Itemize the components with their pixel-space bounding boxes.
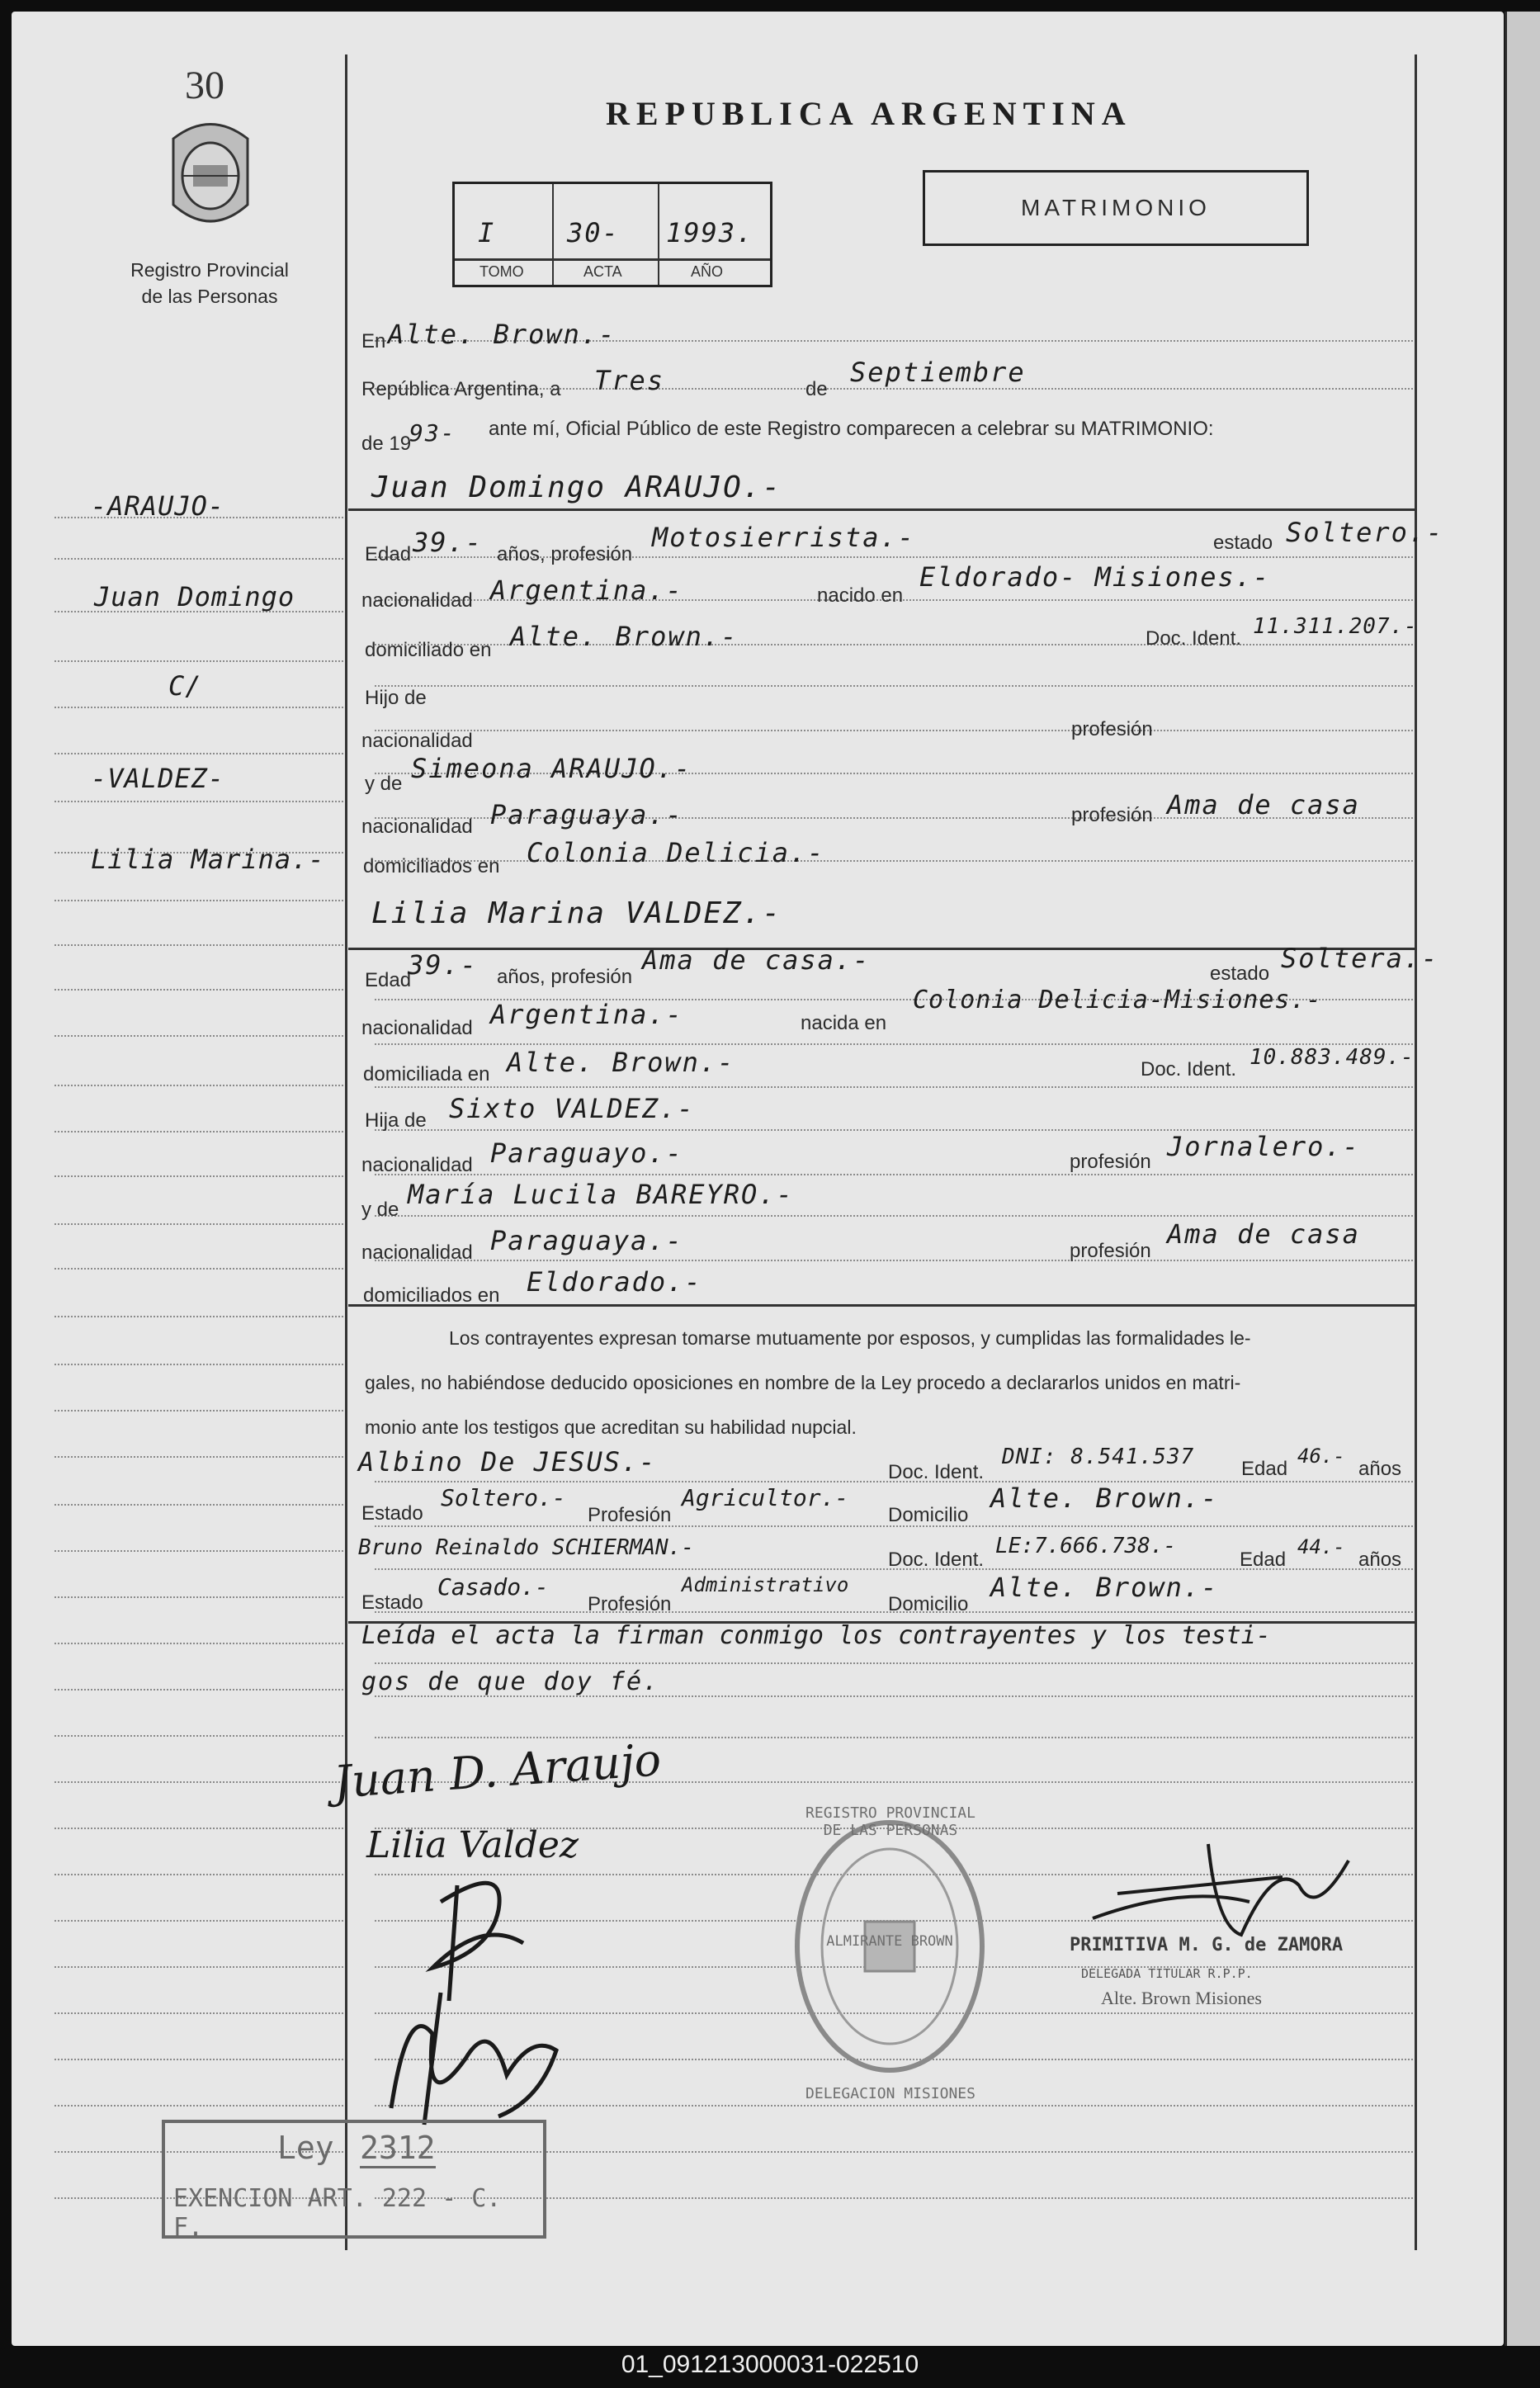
declaration-line3: monio ante los testigos que acreditan su habilidad nupcial. xyxy=(365,1416,857,1438)
round-seal-outer-text: REGISTRO PROVINCIAL DE LAS PERSONAS xyxy=(805,1804,975,1839)
witness1-profession: Agricultor.- xyxy=(682,1484,849,1511)
place: Alte. Brown.- xyxy=(388,319,616,350)
image-id-caption: 01_091213000031-022510 xyxy=(621,2351,919,2378)
bride-mother: María Lucila BAREYRO.- xyxy=(408,1179,794,1210)
witness1-doc-label: Doc. Ident. xyxy=(888,1461,985,1483)
witness2-doc-id: LE:7.666.738.- xyxy=(995,1534,1177,1558)
witness1-doc-id: DNI: 8.541.537 xyxy=(1002,1445,1195,1469)
adjacent-page-edge xyxy=(1505,12,1540,2346)
official-stamp-line2: DELEGADA TITULAR R.P.P. xyxy=(1081,1966,1253,1981)
month: Septiembre xyxy=(850,357,1026,388)
country-title: REPUBLICA ARGENTINA xyxy=(606,95,1132,132)
anio-value: 1993. xyxy=(666,217,754,248)
signature-official-scribble xyxy=(1084,1828,1365,1943)
bride-domicilio-label: domiciliada en xyxy=(363,1063,490,1085)
witness1-anios-label: años xyxy=(1358,1458,1402,1480)
witness2-prof-label: Profesión xyxy=(588,1593,672,1615)
witness1-name: Albino De JESUS.- xyxy=(358,1446,657,1478)
groom-father-prof-label: profesión xyxy=(1071,718,1153,740)
declaration-line2: gales, no habiéndose deducido oposiciones en nombre de la Ley procedo a declararlos unidos en matri- xyxy=(365,1372,1241,1393)
year-prefix: de 19 xyxy=(361,433,412,455)
bride-birthplace: Colonia Delicia-Misiones.- xyxy=(913,986,1322,1014)
witness2-civil-status: Casado.- xyxy=(437,1573,549,1601)
bride-hija-label: Hija de xyxy=(365,1109,427,1132)
registry-name-line2: de las Personas xyxy=(141,286,278,307)
witness1-estado-label: Estado xyxy=(361,1502,423,1525)
right-rule xyxy=(1415,54,1417,2250)
bride-address: Alte. Brown.- xyxy=(507,1047,735,1078)
bride-doc-label: Doc. Ident. xyxy=(1141,1058,1237,1081)
bride-mother-profession: Ama de casa xyxy=(1167,1218,1360,1250)
signature-bride: Lilia Valdez xyxy=(366,1824,579,1866)
de-label: de xyxy=(805,378,828,400)
groom-mother-prof-label: profesión xyxy=(1071,804,1153,826)
groom-edad-label: Edad xyxy=(365,543,412,565)
witness1-address: Alte. Brown.- xyxy=(990,1482,1219,1514)
signature-witness2-scribble xyxy=(375,1984,589,2133)
groom-parents-dom-label: domiciliados en xyxy=(363,855,500,877)
witness2-age: 44.- xyxy=(1297,1535,1345,1558)
bride-father: Sixto VALDEZ.- xyxy=(449,1093,695,1124)
bride-nacida-label: nacida en xyxy=(801,1012,887,1034)
bride-nacionalidad-label: nacionalidad xyxy=(361,1017,473,1039)
bride-father-prof-label: profesión xyxy=(1070,1151,1151,1173)
provincial-crest-icon xyxy=(165,114,256,238)
bride-father-nat-label: nacionalidad xyxy=(361,1154,473,1176)
groom-profession: Motosierrista.- xyxy=(652,522,915,553)
record-type-label: MATRIMONIO xyxy=(1021,195,1211,220)
acta-value: 30- xyxy=(567,217,620,248)
bride-profession: Ama de casa.- xyxy=(642,944,871,976)
groom-domicilio-label: domiciliado en xyxy=(365,639,492,661)
bride-father-profession: Jornalero.- xyxy=(1167,1131,1360,1162)
page-number: 30 xyxy=(185,64,224,107)
ley-exemption-text: EXENCION ART. 222 - C. F. xyxy=(173,2184,502,2242)
bride-yde-label: y de xyxy=(361,1199,399,1221)
ley-exemption-stamp xyxy=(162,2120,546,2242)
bride-estado-label: estado xyxy=(1210,962,1270,985)
groom-mother-nat-label: nacionalidad xyxy=(361,816,473,838)
bride-parents-address: Eldorado.- xyxy=(527,1266,702,1298)
witness1-civil-status: Soltero.- xyxy=(441,1484,566,1511)
bride-parents-dom-label: domiciliados en xyxy=(363,1284,500,1307)
groom-nacido-label: nacido en xyxy=(817,584,904,607)
witness1-prof-label: Profesión xyxy=(588,1504,672,1526)
groom-nacionalidad-label: nacionalidad xyxy=(361,589,473,612)
witness1-dom-label: Domicilio xyxy=(888,1504,969,1526)
anio-label: AÑO xyxy=(691,263,724,280)
bride-anios-label: años, profesión xyxy=(497,966,633,988)
ley-number: 2312 xyxy=(360,2130,436,2168)
margin-name-groom: Juan Domingo xyxy=(94,581,295,612)
round-seal-lower-text: DELEGACION MISIONES xyxy=(805,2085,975,2102)
groom-father-nat-label: nacionalidad xyxy=(361,730,473,752)
bride-nationality: Argentina.- xyxy=(490,999,683,1030)
year-suffix: 93- xyxy=(409,419,456,447)
witness2-address: Alte. Brown.- xyxy=(990,1572,1219,1603)
bride-father-nationality: Paraguayo.- xyxy=(490,1137,683,1169)
witness2-name: Bruno Reinaldo SCHIERMAN.- xyxy=(358,1535,694,1560)
margin-surname-groom: -ARAUJO- xyxy=(91,490,225,522)
intro-statement: ante mí, Oficial Público de este Registro comparecen a celebrar su MATRIMONIO: xyxy=(489,418,1214,440)
witness2-doc-label: Doc. Ident. xyxy=(888,1549,985,1571)
tomo-acta-anio-box xyxy=(452,182,772,287)
bride-full-name: Lilia Marina VALDEZ.- xyxy=(371,896,782,930)
groom-mother-profession: Ama de casa xyxy=(1167,789,1360,820)
declaration-line1: Los contrayentes expresan tomarse mutuamente por esposos, y cumplidas las formalidades le- xyxy=(449,1327,1251,1349)
witness2-profession: Administrativo xyxy=(682,1573,849,1596)
bride-mother-prof-label: profesión xyxy=(1070,1240,1151,1262)
groom-estado-label: estado xyxy=(1213,532,1273,554)
groom-anios-label: años, profesión xyxy=(497,543,633,565)
republica-label: República Argentina, a xyxy=(361,378,561,400)
bride-mother-nat-label: nacionalidad xyxy=(361,1241,473,1264)
groom-birthplace: Eldorado- Misiones.- xyxy=(919,561,1271,593)
official-stamp-line3: Alte. Brown Misiones xyxy=(1101,1988,1262,2008)
groom-doc-label: Doc. Ident. xyxy=(1146,627,1242,650)
day: Tres xyxy=(594,365,665,396)
witness2-dom-label: Domicilio xyxy=(888,1593,969,1615)
tomo-label: TOMO xyxy=(479,263,524,280)
witness1-age: 46.- xyxy=(1297,1445,1345,1468)
bride-age: 39.- xyxy=(408,949,479,981)
en-label: En xyxy=(361,330,386,352)
bride-doc-id: 10.883.489.- xyxy=(1249,1045,1415,1070)
registry-name-line1: Registro Provincial xyxy=(130,259,289,281)
bride-civil-status: Soltera.- xyxy=(1281,943,1439,974)
margin-name-bride: Lilia Marina.- xyxy=(91,844,325,875)
margin-connector: C/ xyxy=(168,670,202,702)
groom-civil-status: Soltero.- xyxy=(1286,517,1444,548)
witness2-edad-label: Edad xyxy=(1240,1549,1287,1571)
witness2-anios-label: años xyxy=(1358,1549,1402,1571)
register-page xyxy=(12,12,1504,2346)
closing-line2: gos de que doy fé. xyxy=(361,1667,660,1696)
bride-edad-label: Edad xyxy=(365,969,412,991)
groom-full-name: Juan Domingo ARAUJO.- xyxy=(371,471,782,504)
groom-parents-address: Colonia Delicia.- xyxy=(527,837,825,868)
groom-hijo-label: Hijo de xyxy=(365,687,427,709)
groom-yde-label: y de xyxy=(365,773,403,795)
groom-doc-id: 11.311.207.- xyxy=(1253,614,1418,639)
witness2-estado-label: Estado xyxy=(361,1591,423,1614)
round-seal-inner-text: ALMIRANTE BROWN xyxy=(826,1933,953,1950)
witness1-edad-label: Edad xyxy=(1241,1458,1288,1480)
ley-label: Ley xyxy=(277,2130,334,2166)
tomo-value: I xyxy=(478,217,496,248)
closing-line1: Leída el acta la firman conmigo los contrayentes y los testi- xyxy=(361,1621,1271,1650)
groom-mother: Simeona ARAUJO.- xyxy=(411,753,692,784)
groom-nationality: Argentina.- xyxy=(490,575,683,606)
groom-age: 39.- xyxy=(413,527,484,558)
official-stamp-line1: PRIMITIVA M. G. de ZAMORA xyxy=(1070,1935,1344,1955)
margin-rule xyxy=(345,54,347,2250)
bride-mother-nationality: Paraguaya.- xyxy=(490,1225,683,1256)
acta-label: ACTA xyxy=(583,263,622,280)
groom-mother-nationality: Paraguaya.- xyxy=(490,799,683,830)
signature-groom: Juan D. Araujo xyxy=(332,1733,664,1809)
margin-surname-bride: -VALDEZ- xyxy=(91,763,225,794)
record-type-box xyxy=(923,170,1309,246)
groom-address: Alte. Brown.- xyxy=(510,621,739,652)
